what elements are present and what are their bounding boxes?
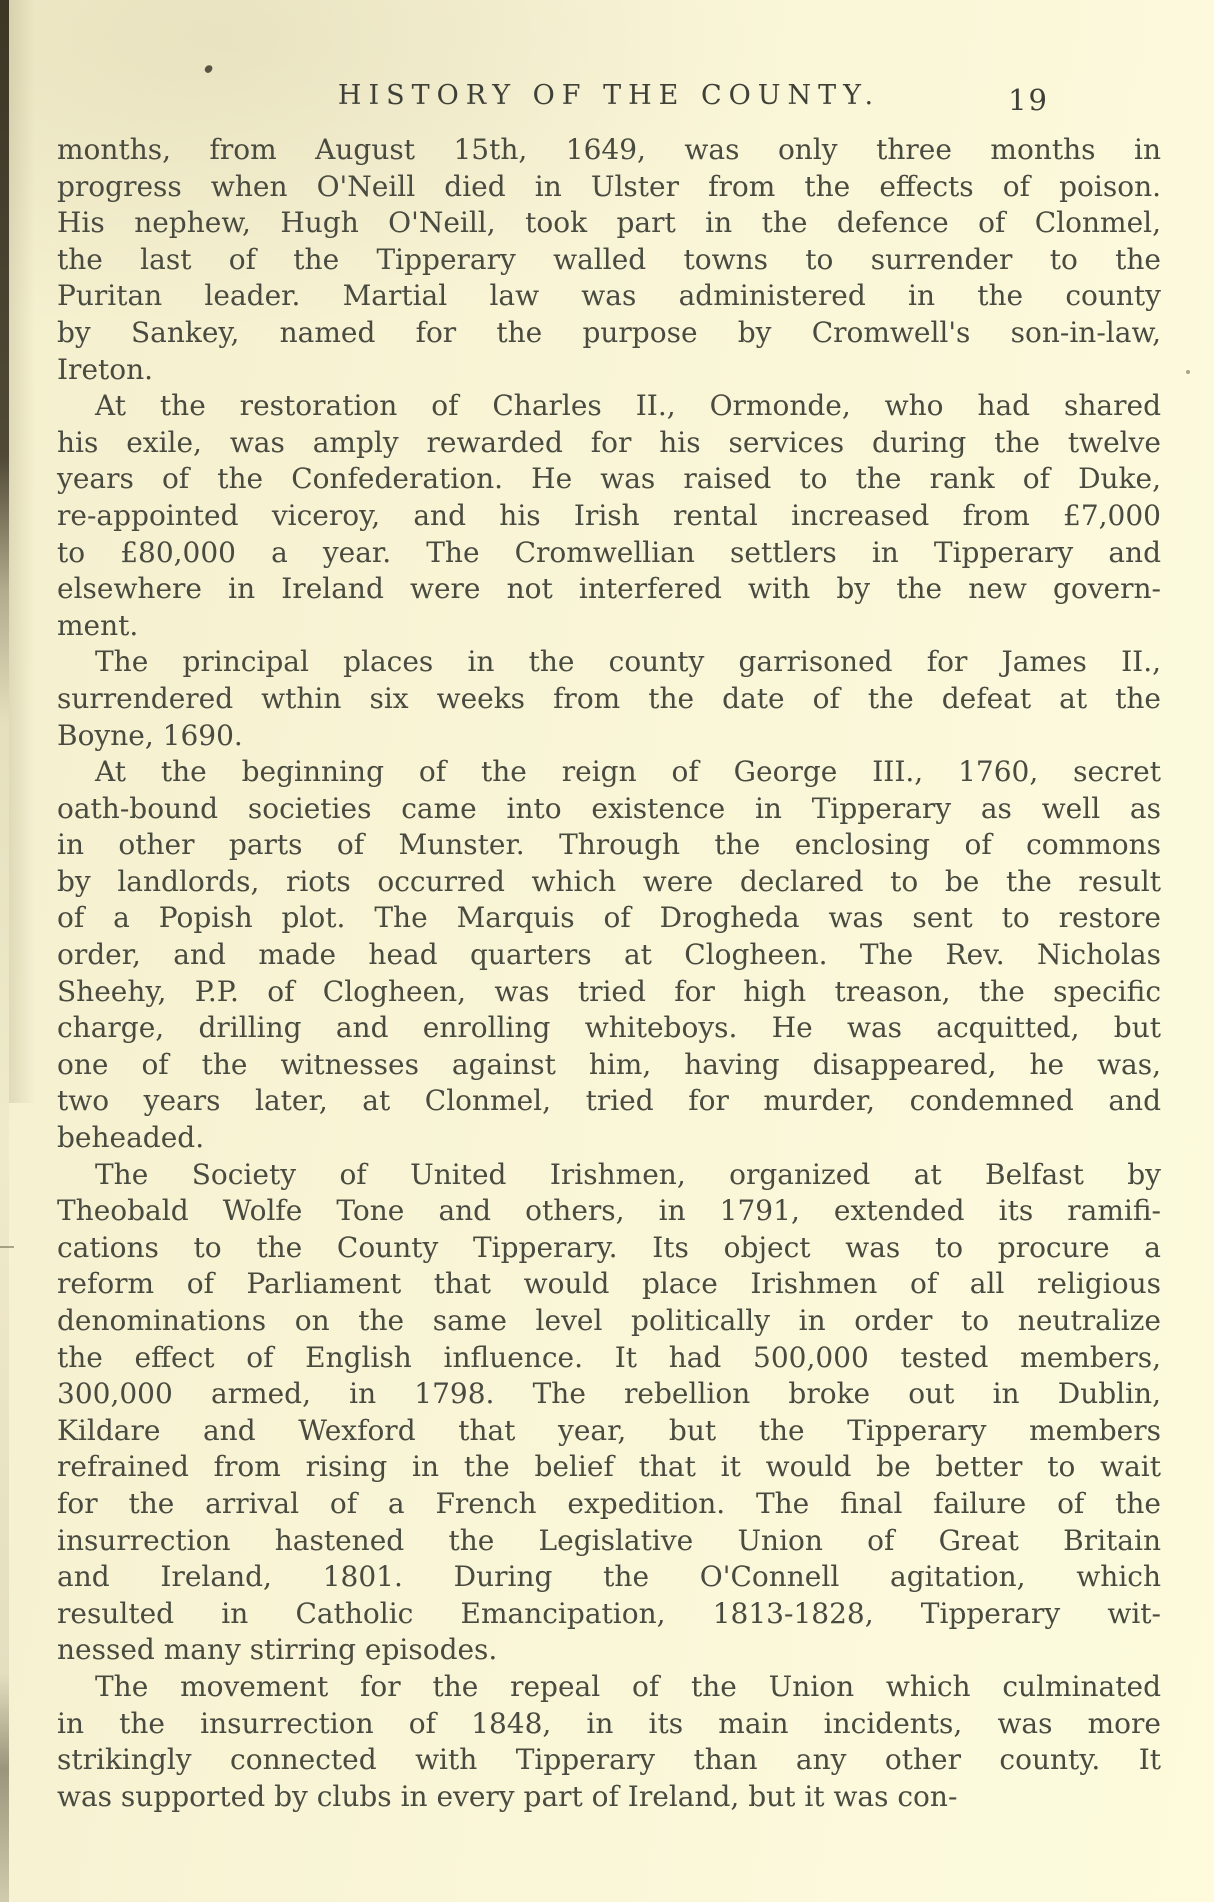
ink-speck — [204, 64, 214, 74]
text-line: re-appointed viceroy, and his Irish rental increased from £7,000 — [57, 498, 1161, 532]
text-line: 300,000 armed, in 1798. The rebellion broke out in Dublin, — [57, 1377, 1161, 1411]
text-line: two years later, at Clonmel, tried for murder, condemned and — [57, 1084, 1161, 1118]
text-line: elsewhere in Ireland were not interfered with by the new govern- — [57, 572, 1161, 606]
scan-gutter-shadow — [0, 0, 9, 1902]
text-line: ment. — [57, 608, 139, 642]
text-line: Kildare and Wexford that year, but the Tipperary members — [57, 1413, 1161, 1447]
text-line: Sheehy, P.P. of Clogheen, was tried for high treason, the specific — [57, 974, 1161, 1008]
text-line: in the insurrection of 1848, in its main incidents, was more — [57, 1706, 1161, 1740]
text-line: in other parts of Munster. Through the enclosing of commons — [57, 828, 1161, 862]
text-line: reform of Parliament that would place Irishmen of all religious — [57, 1267, 1161, 1301]
text-line: months, from August 15th, 1649, was only three months in — [57, 133, 1161, 166]
paragraph — [57, 388, 1161, 644]
text-line: his exile, was amply rewarded for his services during the twelve — [57, 425, 1161, 459]
text-line: nessed many stirring episodes. — [57, 1633, 498, 1667]
page-title: HISTORY OF THE COUNTY. — [337, 80, 881, 111]
text-line: insurrection hastened the Legislative Union of Great Britain — [57, 1523, 1161, 1557]
text-line: beheaded. — [57, 1121, 205, 1155]
text-line: for the arrival of a French expedition. The final failure of the — [57, 1486, 1161, 1520]
text-line: His nephew, Hugh O'Neill, took part in the defence of Clonmel, — [57, 206, 1161, 240]
text-line: The Society of United Irishmen, organized at Belfast by — [95, 1157, 1161, 1191]
text-line: by landlords, riots occurred which were declared to be the result — [57, 864, 1161, 898]
text-line: cations to the County Tipperary. Its object was to procure a — [57, 1230, 1161, 1264]
paragraph — [57, 1669, 1161, 1815]
text-line: years of the Confederation. He was raised to the rank of Duke, — [57, 462, 1161, 496]
text-line: At the beginning of the reign of George III., 1760, secret — [95, 755, 1161, 789]
text-line: resulted in Catholic Emancipation, 1813-1828, Tipperary wit- — [57, 1596, 1161, 1630]
text-line: Boyne, 1690. — [57, 718, 243, 752]
text-line: At the restoration of Charles II., Ormonde, who had shared — [95, 389, 1161, 423]
text-line: Ireton. — [57, 352, 154, 386]
text-line: to £80,000 a year. The Cromwellian settlers in Tipperary and — [57, 535, 1161, 569]
text-line: The principal places in the county garrisoned for James II., — [95, 645, 1161, 679]
text-line: by Sankey, named for the purpose by Cromwell's son-in-law, — [57, 315, 1161, 349]
text-line: one of the witnesses against him, having disappeared, he was, — [57, 1047, 1161, 1081]
text-line: of a Popish plot. The Marquis of Drogheda was sent to restore — [57, 901, 1161, 935]
paragraph — [57, 644, 1161, 754]
text-line: Theobald Wolfe Tone and others, in 1791, extended its ramifi- — [57, 1194, 1161, 1228]
text-line: surrendered wthin six weeks from the date of the defeat at the — [57, 681, 1161, 715]
paragraph — [57, 132, 1161, 388]
text-line: oath-bound societies came into existence in Tipperary as well as — [57, 791, 1161, 825]
text-line: charge, drilling and enrolling whiteboys. He was acquitted, but — [57, 1011, 1161, 1045]
text-line: The movement for the repeal of the Union which culminated — [95, 1669, 1161, 1703]
text-line: the last of the Tipperary walled towns to surrender to the — [57, 242, 1161, 276]
page-text — [57, 132, 1161, 1815]
ink-speck — [1186, 370, 1190, 374]
text-line: Puritan leader. Martial law was administered in the county — [57, 279, 1161, 313]
text-line: progress when O'Neill died in Ulster from the effects of poison. — [57, 169, 1161, 203]
text-line: the effect of English influence. It had 500,000 tested members, — [57, 1340, 1161, 1374]
page-number: 19 — [1008, 83, 1049, 117]
text-line: and Ireland, 1801. During the O'Connell agitation, which — [57, 1560, 1161, 1594]
text-line: order, and made head quarters at Clogheen. The Rev. Nicholas — [57, 938, 1161, 972]
text-line: strikingly connected with Tipperary than any other county. It — [57, 1743, 1161, 1777]
text-line: refrained from rising in the belief that it would be better to wait — [57, 1450, 1161, 1484]
text-line: was supported by clubs in every part of Ireland, but it was con- — [57, 1779, 958, 1813]
scan-gutter-soft-shadow — [9, 0, 35, 1103]
page-header — [57, 80, 1161, 120]
text-line: denominations on the same level politically in order to neutralize — [57, 1304, 1161, 1337]
scan-scratch — [0, 1246, 14, 1248]
paragraph — [57, 754, 1161, 1157]
paragraph — [57, 1157, 1161, 1669]
